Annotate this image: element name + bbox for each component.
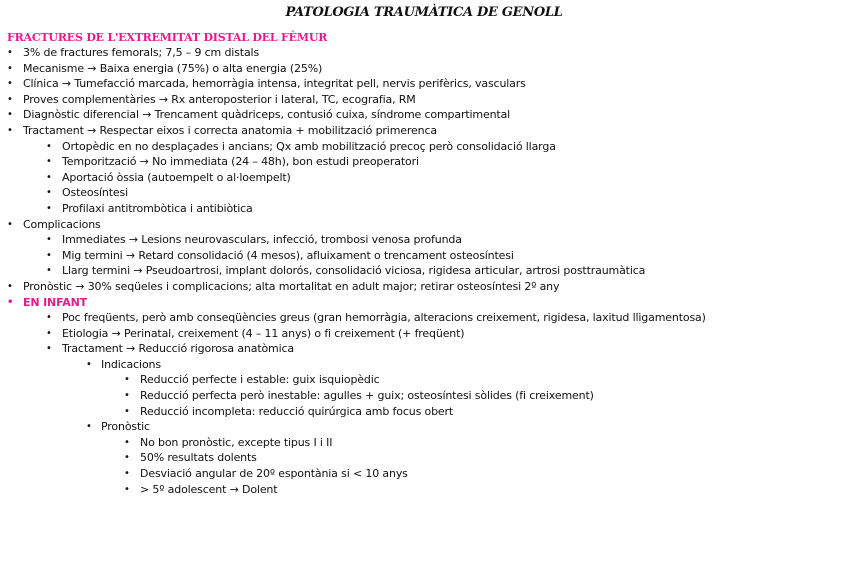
list-item — [0, 404, 848, 420]
list-item — [0, 357, 848, 373]
bullet-icon: • — [7, 280, 13, 292]
list-item — [0, 263, 848, 279]
list-item-text: Etiologia → Perinatal, creixement (4 – 11 anys) o fi creixement (+ freqüent) — [62, 326, 465, 340]
bullet-icon: • — [46, 265, 52, 277]
bullet-icon: • — [124, 436, 130, 448]
list-item — [0, 123, 848, 139]
list-item-text: Immediates → Lesions neurovasculars, infecció, trombosi venosa profunda — [62, 233, 462, 247]
list-item-text: Proves complementàries → Rx anteroposterior i lateral, TC, ecografia, RM — [23, 92, 416, 106]
bullet-list — [0, 45, 848, 497]
list-item-text: Temporització → No immediata (24 – 48h), bon estudi preoperatori — [62, 155, 419, 169]
list-item — [0, 76, 848, 92]
bullet-icon: • — [46, 140, 52, 152]
list-item-text: 3% de fractures femorals; 7,5 – 9 cm distals — [23, 46, 260, 59]
bullet-icon: • — [46, 312, 52, 324]
bullet-icon: • — [124, 405, 130, 417]
bullet-icon: • — [7, 62, 13, 74]
list-item-text: Complicacions — [23, 217, 101, 231]
list-item — [0, 326, 848, 342]
list-item — [0, 185, 848, 201]
list-item — [0, 217, 848, 233]
document-title: PATOLOGIA TRAUMÀTICA DE GENOLL — [285, 5, 563, 20]
bullet-icon: • — [46, 187, 52, 199]
bullet-icon: • — [7, 218, 13, 230]
list-item-text: Tractament → Reducció rigorosa anatòmica — [62, 342, 295, 356]
bullet-icon: • — [46, 343, 52, 355]
list-item-text: EN INFANT — [23, 295, 87, 309]
list-item — [0, 170, 848, 186]
list-item — [0, 248, 848, 264]
list-item — [0, 232, 848, 248]
list-item-text: Llarg termini → Pseudoartrosi, implant dolorós, consolidació viciosa, rigidesa articular, artrosi posttraumàtica — [62, 264, 646, 278]
list-item-text: Pronòstic — [101, 420, 150, 434]
list-item — [0, 61, 848, 77]
list-item — [0, 139, 848, 155]
section-title: FRACTURES DE L'EXTREMITAT DISTAL DEL FÈMUR — [7, 31, 328, 44]
bullet-icon: • — [86, 358, 92, 370]
list-item-text: Pronòstic → 30% seqüeles i complicacions; alta mortalitat en adult major; retirar osteosíntesi 2º any — [23, 279, 560, 293]
bullet-icon: • — [7, 78, 13, 90]
list-item-text: Poc freqüents, però amb conseqüències greus (gran hemorràgia, alteracions creixement, rigidesa, laxitud lligamentosa) — [62, 311, 706, 325]
list-item — [0, 341, 848, 357]
list-item — [0, 45, 848, 61]
bullet-icon: • — [124, 374, 130, 386]
list-item — [0, 450, 848, 466]
bullet-icon: • — [7, 296, 14, 308]
bullet-icon: • — [7, 124, 13, 136]
list-item — [0, 107, 848, 123]
list-item — [0, 466, 848, 482]
list-item — [0, 372, 848, 388]
list-item-text: Reducció perfecte i estable: guix isquiopèdic — [140, 373, 380, 387]
bullet-icon: • — [7, 109, 13, 121]
bullet-icon: • — [46, 249, 52, 261]
bullet-icon: • — [124, 468, 130, 480]
bullet-icon: • — [7, 93, 13, 105]
list-item-text: > 5º adolescent → Dolent — [140, 482, 278, 496]
list-item-text: Tractament → Respectar eixos i correcta anatomia + mobilització primerenca — [23, 123, 437, 137]
list-item — [0, 310, 848, 326]
list-item — [0, 388, 848, 404]
list-item-text: Desviació angular de 20º espontània si < 10 anys — [140, 467, 408, 481]
list-item — [0, 435, 848, 451]
list-item — [0, 419, 848, 435]
bullet-icon: • — [46, 234, 52, 246]
list-item-text: Indicacions — [101, 357, 161, 371]
list-item-text: Osteosíntesi — [62, 186, 129, 200]
list-item-text: Aportació òssia (autoempelt o al·loempelt) — [62, 170, 291, 184]
list-item-text: Profilaxi antitrombòtica i antibiòtica — [62, 201, 253, 215]
bullet-icon: • — [46, 171, 52, 183]
list-item-text: Reducció perfecta però inestable: agulles + guix; osteosíntesi sòlides (fi creixement) — [140, 389, 594, 403]
bullet-icon: • — [124, 483, 130, 495]
bullet-icon: • — [124, 452, 130, 464]
list-item — [0, 279, 848, 295]
list-item — [0, 201, 848, 217]
bullet-icon: • — [46, 156, 52, 168]
bullet-icon: • — [46, 202, 52, 214]
bullet-icon: • — [7, 47, 13, 58]
list-item-text: Mecanisme → Baixa energia (75%) o alta energia (25%) — [23, 61, 323, 75]
list-item — [0, 295, 848, 311]
bullet-icon: • — [86, 421, 92, 433]
list-item — [0, 482, 848, 498]
list-item-text: Reducció incompleta: reducció quirúrgica amb focus obert — [140, 404, 454, 418]
list-item-text: Diagnòstic diferencial → Trencament quàdriceps, contusió cuixa, síndrome compartimental — [23, 108, 511, 122]
list-item-text: Mig termini → Retard consolidació (4 mesos), afluixament o trencament osteosíntesi — [62, 248, 514, 262]
list-item — [0, 92, 848, 108]
list-item-text: Ortopèdic en no desplaçades i ancians; Qx amb mobilització precoç però consolidació llarga — [62, 139, 556, 153]
bullet-icon: • — [124, 390, 130, 402]
list-item-text: No bon pronòstic, excepte tipus I i II — [140, 435, 333, 449]
bullet-icon: • — [46, 327, 52, 339]
list-item-text: Clínica → Tumefacció marcada, hemorràgia intensa, integritat pell, nervis perifèrics, vasculars — [23, 77, 526, 91]
list-item — [0, 154, 848, 170]
list-item-text: 50% resultats dolents — [140, 451, 257, 465]
